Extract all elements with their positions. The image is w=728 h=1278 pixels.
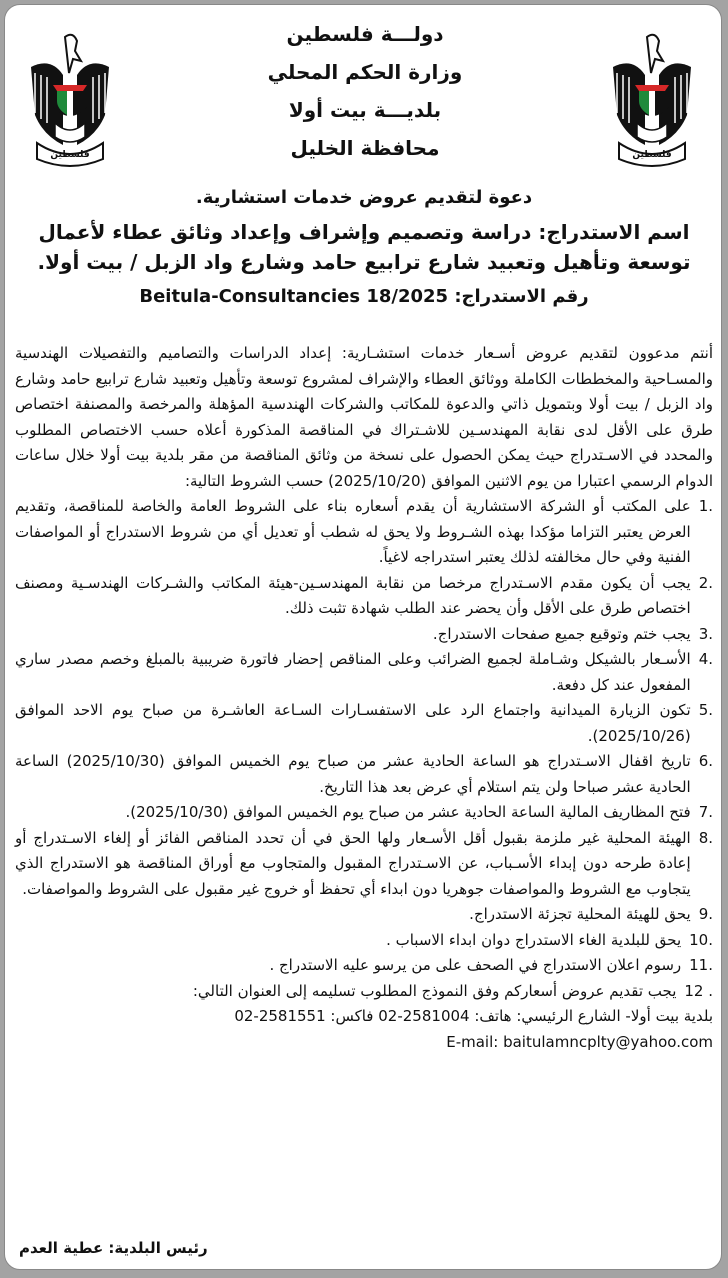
condition-item xyxy=(15,800,713,826)
announcement-title xyxy=(15,185,713,311)
condition-text: الهيئة المحلية غير ملزمة بقبول أقل الأسـعار ولها الحق في أن تحدد المناقص الفائز أو إلغاء الاسـتدراج أو إعادة طرحه دون إبداء الأسـباب، عن الاسـتدراج المقبول والمتجاوب مع أوراق المناقصة هو الاستدراج الذي يتجاوب مع الشروط والمواصفات جوهريا دون ابداء أي تحفظ أو خروج غير مقبول على الشروط والمواصفات. xyxy=(15,828,691,898)
mayor-signature: رئيس البلدية: عطية العدم xyxy=(19,1239,208,1257)
letterhead xyxy=(5,15,723,175)
condition-text: يحق للبلدية الغاء الاستدراج دوان ابداء الاسباب . xyxy=(386,930,682,949)
condition-item xyxy=(15,826,713,903)
condition-text: تاريخ اقفال الاسـتدراج هو الساعة الحادية عشر من صباح يوم الخميس الموافق (2025/10/30) الساعة الحادية عشر صباحا ولن يتم استلام أي عرض بعد هذا التاريخ. xyxy=(15,752,691,796)
condition-text: يجب أن يكون مقدم الاسـتدراج مرخصا من نقابة المهندسـين-هيئة المكاتب والشـركات الهندسـية ومصنف اختصاص طرق على الأقل وأن يحضر عند الطلب شهادة تثبت ذلك. xyxy=(15,573,691,617)
condition-item xyxy=(15,928,713,954)
condition-number: 7. xyxy=(698,803,713,821)
letterhead-lines xyxy=(165,15,565,167)
announcement-panel xyxy=(4,4,722,1270)
palestine-eagle-emblem-icon xyxy=(25,31,115,171)
condition-item xyxy=(15,622,713,648)
governorate-name: محافظة الخليل xyxy=(290,136,440,160)
condition-number: 11. xyxy=(689,956,713,974)
condition-item xyxy=(15,647,713,698)
condition-item xyxy=(15,902,713,928)
condition-number: 6. xyxy=(698,752,713,770)
condition-item xyxy=(15,953,713,979)
condition-number: 8. xyxy=(698,828,713,847)
condition-number: 1. xyxy=(698,497,713,515)
rfq-number-label: رقم الاستدراج: xyxy=(454,286,589,307)
condition-text: فتح المظاريف المالية الساعة الحادية عشر من صباح يوم الخميس الموافق (2025/10/30). xyxy=(125,803,691,821)
state-name: دولـــة فلسطين xyxy=(286,22,444,46)
condition-item xyxy=(15,494,713,571)
rfq-number xyxy=(15,283,713,311)
contact-email: E-mail: baitulamncplty@yahoo.com xyxy=(446,1032,713,1051)
municipality-name: بلديـــة بيت أولا xyxy=(288,98,442,122)
condition-text: على المكتب أو الشركة الاستشارية أن يقدم أسعاره بناء على الشروط العامة والخاصة للمناقصة، وتقديم العرض يعتبر التزاما مؤكدا بهذه الشـروط ولا يحق له شطب أو تعديل أي من شروط الاستدراج أو المواصفات الفنية وفي حال مخالفته لذلك يعتبر استدراجه لاغياً. xyxy=(15,497,691,566)
announcement-body xyxy=(15,341,713,1055)
condition-text: يجب تقديم عروض أسعاركم وفق النموذج المطلوب تسليمه إلى العنوان التالي: xyxy=(192,981,677,1000)
condition-number: 12 . xyxy=(684,981,713,1000)
condition-number: 5. xyxy=(698,701,713,719)
condition-number: 10. xyxy=(689,930,713,949)
condition-item xyxy=(15,979,713,1005)
svg-text:فلسطين: فلسطين xyxy=(50,150,90,160)
condition-text: يحق للهيئة المحلية تجزئة الاستدراج. xyxy=(469,905,691,923)
condition-item xyxy=(15,749,713,800)
palestine-eagle-emblem-icon xyxy=(607,31,697,171)
condition-item xyxy=(15,571,713,622)
condition-text: يجب ختم وتوقيع جميع صفحات الاستدراج. xyxy=(432,624,691,643)
invitation-heading: دعوة لتقديم عروض خدمات استشارية. xyxy=(195,187,533,208)
condition-text: الأسـعار بالشيكل وشـاملة لجميع الضرائب وعلى المناقص إحضار فاتورة ضريبية بالمبلغ وخصم مصدر ساري المفعول عند كل دفعة. xyxy=(15,650,691,694)
conditions-list xyxy=(15,494,713,1004)
ministry-name: وزارة الحكم المحلي xyxy=(267,60,463,84)
rfq-number-value: Beitula-Consultancies 18/2025 xyxy=(139,286,449,307)
condition-text: رسوم اعلان الاستدراج في الصحف على من يرسو عليه الاستدراج . xyxy=(269,956,682,974)
condition-number: 4. xyxy=(698,650,713,668)
intro-paragraph: أنتم مدعوون لتقديم عروض أسـعار خدمات استشـارية: إعداد الدراسات والتصاميم والتفصيلات الهندسية والمسـاحية والمخططات الكاملة ووثائق العطاء والإشراف لمشروع توسعة وتأهيل وتعبيد شارع ترابيع حامد وشارع واد الزبل / بيت أولا وبتمويل ذاتي والدعوة للمكاتب والشركات الهندسية المؤهلة والمرخصة والمصنفة اختصاص طرق على الأقل لدى نقابة المهندسـين للاشـتراك في المناقصة المذكورة أعلاه حسب الاختصاص المطلوب والمحدد في الاسـتدراج حيث يمكن الحصول على نسخة من وثائق المناقصة من مقر بلدية بيت أولا خلال ساعات الدوام الرسمي اعتبارا من يوم الاثنين الموافق (2025/10/20) حسب الشروط التالية: xyxy=(15,344,713,490)
municipality-address: بلدية بيت أولا- الشارع الرئيسي: هاتف: 2581004-02 فاكس: 2581551-02 xyxy=(234,1007,713,1025)
condition-number: 9. xyxy=(698,905,713,923)
rfq-name: اسم الاستدراج: دراسة وتصميم وإشراف وإعداد وثائق عطاء لأعمال توسعة وتأهيل وتعبيد شارع ترابيع حامد وشارع واد الزبل / بيت أولا. xyxy=(37,220,691,274)
condition-item xyxy=(15,698,713,749)
condition-number: 3. xyxy=(698,624,713,643)
condition-number: 2. xyxy=(698,573,713,592)
svg-text:فلسطين: فلسطين xyxy=(632,150,672,160)
condition-text: تكون الزيارة الميدانية واجتماع الرد على الاستفسـارات السـاعة العاشـرة من صباح يوم الاحد الموافق (2025/10/26). xyxy=(15,701,691,745)
